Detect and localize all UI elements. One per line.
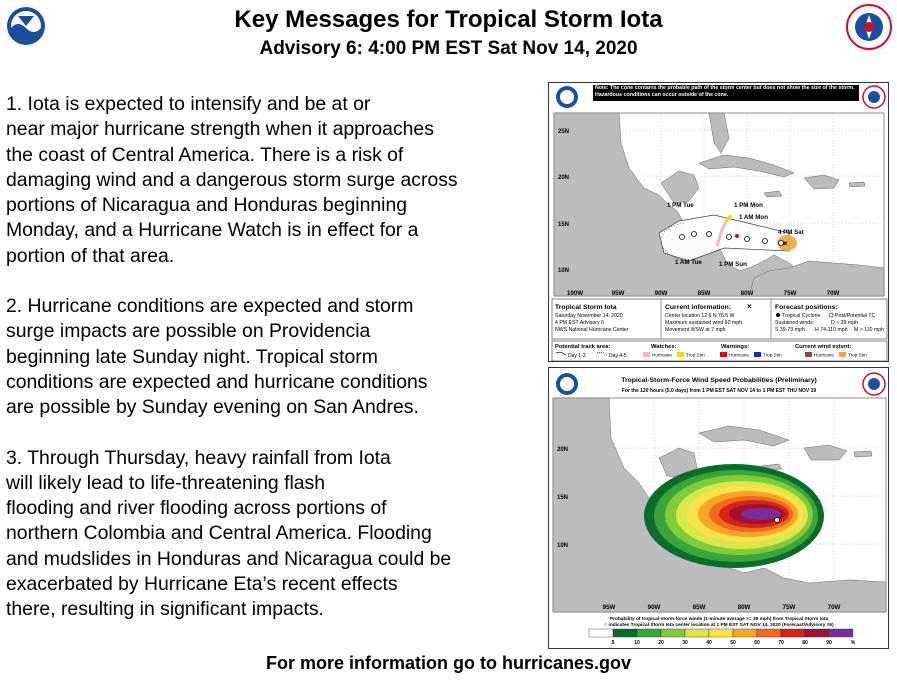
sustained-winds-label: Sustained winds: <box>775 320 815 326</box>
track-label-4pm-sat: 4 PM Sat <box>778 229 804 236</box>
key-message-2: 2. Hurricane conditions are expected and storm surge impacts are possible on Providencia beginning late Sunday night. Tropical storm conditions are expected and hurricane conditions are possible by Sunday evening on San Andres. <box>6 295 428 419</box>
scale-label: 10 <box>634 640 640 646</box>
forecast-positions-title: Forecast positions: <box>775 304 838 311</box>
wind-caption-2: ○ indicates Tropical Storm Iota center location at 1 PM EST SAT NOV 14, 2020 (Forecast/Advisory #6) <box>604 623 834 628</box>
track-area-title: Potential track area: <box>555 344 611 350</box>
wind-lon-95w: 95W <box>602 604 616 611</box>
footer-link[interactable]: For more information go to hurricanes.gov <box>265 653 632 673</box>
wind-lon-70w: 70W <box>827 604 841 611</box>
scale-label: 5 <box>611 640 615 646</box>
cone-lat-25n: 25N <box>558 129 570 135</box>
key-message-1: 1. Iota is expected to intensify and be at or near major hurricane strength when it approaches the coast of Central America. There is a risk of damaging wind and a dangerous storm surge across portions of Nicaragua and Honduras beginning Monday, and a Hurricane Watch is in effect for a portion of that area. <box>6 93 458 267</box>
cone-lon-70w: 70W <box>826 290 840 297</box>
warnings-title: Warnings: <box>721 344 750 350</box>
svg-text:×: × <box>747 302 752 311</box>
cone-lon-75w: 75W <box>783 290 797 297</box>
watches-title: Watches: <box>651 344 677 350</box>
scale-label: 80 <box>802 640 808 646</box>
key-messages <box>6 92 542 648</box>
warning-hurricane: Hurricane <box>729 352 749 358</box>
nws-logo <box>846 4 892 50</box>
legend-post-tc: Post/Potential TC <box>835 313 876 319</box>
wind-map-subtitle: For the 120 hours (5.0 days) from 1 PM EST SAT NOV 14 to 1 PM EST THU NOV 19 <box>621 388 817 394</box>
info-date: Saturday November 14, 2020 <box>555 313 623 319</box>
info-advisory: 4 PM EST Advisory 6 <box>555 320 604 326</box>
legend-day13: Day 1-3 <box>568 353 586 359</box>
sustained-d: D < 39 mph <box>831 320 858 326</box>
legend-day45: Day 4-5 <box>609 353 627 359</box>
scale-swatch <box>757 629 781 637</box>
sustained-m: M > 110 mph <box>854 327 885 333</box>
scale-label: 60 <box>754 640 760 646</box>
scale-label: 30 <box>682 640 688 646</box>
scale-swatch <box>733 629 757 637</box>
key-message-3: 3. Through Thursday, heavy rainfall from Iota will likely lead to life-threatening flash flooding and river flooding across portions of northern Colombia and Central America. Flooding and mudslides in Honduras and Nicaragua could be exacerbated by Hurricane Eta’s recent effects there, resulting in significant impacts. <box>6 446 452 621</box>
scale-label: 20 <box>658 640 664 646</box>
current-location: Center location 12.6 N 76.5 W <box>665 313 735 319</box>
extent-trop-stm: Trop Stm <box>848 352 867 358</box>
wind-lon-90w: 90W <box>647 604 661 611</box>
scale-swatch <box>589 629 613 637</box>
wind-lon-80w: 80W <box>737 604 751 611</box>
wind-lon-75w: 75W <box>782 604 796 611</box>
cone-note: Note: The cone contains the probable path of the storm center but does not show the size of the storm. Hazardous conditions can occur outside of the cone. <box>595 85 855 98</box>
watch-trop-stm: Trop Stm <box>686 352 705 358</box>
scale-label: % <box>850 640 856 646</box>
scale-label: 50 <box>730 640 736 646</box>
track-label-1pm-tue: 1 PM Tue <box>667 202 694 209</box>
scale-swatch <box>685 629 709 637</box>
page-title: Key Messages for Tropical Storm Iota <box>234 6 663 33</box>
cone-lon-85w: 85W <box>697 290 711 297</box>
wind-lat-10n: 10N <box>557 543 569 549</box>
scale-swatch <box>829 629 853 637</box>
cone-lon-90w: 90W <box>654 290 668 297</box>
wind-map-title: Tropical-Storm-Force Wind Speed Probabilities (Preliminary) <box>621 377 817 384</box>
track-label-1pm-sun: 1 PM Sun <box>719 261 747 268</box>
scale-label: 90 <box>826 640 832 646</box>
extent-hurricane: Hurricane <box>814 352 834 358</box>
watch-hurricane: Hurricane <box>652 352 672 358</box>
scale-label: 70 <box>778 640 784 646</box>
page-subtitle: Advisory 6: 4:00 PM EST Sat Nov 14, 2020 <box>259 38 638 59</box>
scale-swatch <box>637 629 661 637</box>
wind-caption-1: Probability of tropical-storm-force winds (1-minute average >= 39 mph) from Tropical Storm Iota <box>609 617 829 622</box>
track-label-1am-tue: 1 AM Tue <box>675 259 702 266</box>
cone-lat-20n: 20N <box>558 175 570 181</box>
cone-lat-15n: 15N <box>558 222 570 228</box>
track-label-1am-mon: 1 AM Mon <box>739 214 768 221</box>
scale-swatch <box>709 629 733 637</box>
track-label-1pm-mon: 1 PM Mon <box>734 202 763 209</box>
cone-lon-100w: 100W <box>566 290 584 297</box>
scale-swatch <box>661 629 685 637</box>
cone-lon-80w: 80W <box>740 290 754 297</box>
current-info-title: Current information: <box>665 304 732 311</box>
probability-scale <box>589 629 856 646</box>
info-storm-name: Tropical Storm Iota <box>555 304 617 311</box>
cone-lat-10n: 10N <box>558 268 570 274</box>
current-wind: Maximum sustained wind 60 mph <box>665 320 742 326</box>
legend-tropical-cyclone: Tropical Cyclone <box>782 313 821 319</box>
warning-trop-stm: Trop Stm <box>763 352 782 358</box>
sustained-s: S 39-73 mph <box>775 327 805 333</box>
scale-swatch <box>805 629 829 637</box>
scale-swatch <box>781 629 805 637</box>
wind-lat-15n: 15N <box>557 495 569 501</box>
wind-probability-map <box>548 367 889 649</box>
info-center: NWS National Hurricane Center <box>555 327 629 333</box>
wind-lon-85w: 85W <box>692 604 706 611</box>
forecast-cone-map <box>548 82 889 362</box>
scale-swatch <box>613 629 637 637</box>
wind-extent-title: Current wind extent: <box>795 344 852 350</box>
scale-label: 40 <box>706 640 712 646</box>
wind-lat-20n: 20N <box>557 447 569 453</box>
svg-text:×: × <box>783 239 788 248</box>
sustained-h: H 74-110 mph <box>815 327 848 333</box>
cone-lon-95w: 95W <box>611 290 625 297</box>
current-movement: Movement WSW at 7 mph <box>665 327 726 333</box>
